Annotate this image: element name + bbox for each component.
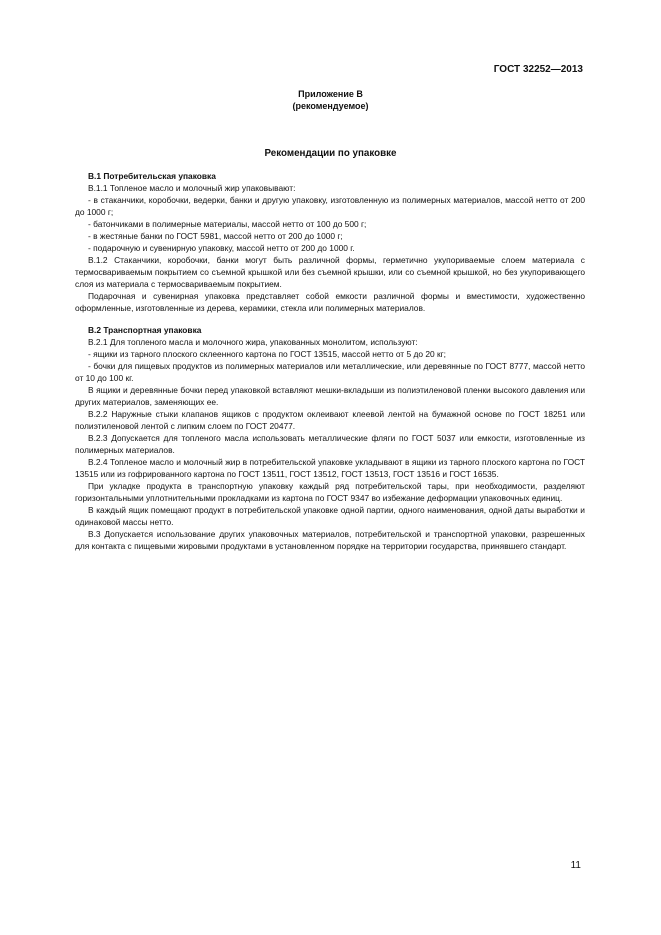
- section-b3-p1: В.3 Допускается использование других упаковочных материалов, потребительской и транспортной упаковки, разрешенных для контакта с пищевыми жировыми продуктами в установленном порядке на территории государства, принявшего стандарт.: [75, 529, 585, 551]
- section-b1-p2: В.1.2 Стаканчики, коробочки, банки могут быть различной формы, герметично укупориваемые слоем материала с термосвариваемым покрытием со съемной крышкой или без съемной крышки, или со съемной крышкой, но без укупоривающего слоя из материала с термосвариваемым покрытием.: [75, 255, 585, 289]
- section-b2-p6: При укладке продукта в транспортную упаковку каждый ряд потребительской тары, при необходимости, разделяют горизонтальными уплотнительными прокладками из картона по ГОСТ 9347 во избежание деформации упаковочных единиц.: [75, 481, 585, 503]
- section-b1-item-1: - в стаканчики, коробочки, ведерки, банки и другую упаковку, изготовленную из полимерных материалов, массой нетто от 200 до 1000 г;: [75, 195, 585, 217]
- document-body: [75, 170, 585, 552]
- section-b1-item-2: - батончиками в полимерные материалы, массой нетто от 100 до 500 г;: [88, 219, 367, 229]
- section-b2-p3: В.2.2 Наружные стыки клапанов ящиков с продуктом оклеивают клеевой лентой на бумажной основе по ГОСТ 18251 или полиэтиленовой лентой с липким слоем по ГОСТ 20477.: [75, 409, 585, 431]
- appendix-title: Рекомендации по упаковке: [264, 148, 397, 159]
- section-b1-item-4: - подарочную и сувенирную упаковку, массой нетто от 200 до 1000 г.: [88, 243, 355, 253]
- section-b2-p4: В.2.3 Допускается для топленого масла использовать металлические фляги по ГОСТ 5037 или емкости, изготовленные из полимерных материалов.: [75, 433, 585, 455]
- appendix-label: Приложение В: [298, 89, 363, 99]
- section-b1-p1: В.1.1 Топленое масло и молочный жир упаковывают:: [88, 183, 296, 193]
- section-b2-p2: В ящики и деревянные бочки перед упаковкой вставляют мешки-вкладыши из полиэтиленовой пленки высокого давления или других материалов, заменяющих ее.: [75, 385, 585, 407]
- appendix-status: (рекомендуемое): [292, 101, 369, 111]
- section-b1-heading: В.1 Потребительская упаковка: [88, 171, 216, 181]
- appendix-heading: [0, 88, 661, 112]
- section-spacer: [75, 314, 585, 324]
- document-code: ГОСТ 32252—2013: [493, 64, 583, 75]
- section-b1-p3: Подарочная и сувенирная упаковка представляет собой емкости различной формы и вместимости, художественно оформленные, изготовленные из дерева, керамики, стекла или полимерных материалов.: [75, 291, 585, 313]
- section-b2-p1: В.2.1 Для топленого масла и молочного жира, упакованных монолитом, используют:: [88, 337, 418, 347]
- section-b2-item-2: - бочки для пищевых продуктов из полимерных материалов или металлические, или деревянные по ГОСТ 8777, массой нетто от 10 до 100 кг.: [75, 361, 585, 383]
- section-b2-p5: В.2.4 Топленое масло и молочный жир в потребительской упаковке укладывают в ящики из тарного плоского картона по ГОСТ 13515 или из гофрированного картона по ГОСТ 13511, ГОСТ 13512, ГОСТ 13513, ГОСТ 13516 и ГОСТ 16535.: [75, 457, 585, 479]
- page-number: 11: [570, 860, 581, 871]
- section-b1-item-3: - в жестяные банки по ГОСТ 5981, массой нетто от 200 до 1000 г;: [88, 231, 343, 241]
- section-b2-p7: В каждый ящик помещают продукт в потребительской упаковке одной партии, одного наименования, одной даты выработки и одинаковой массы нетто.: [75, 505, 585, 527]
- section-b2-heading: В.2 Транспортная упаковка: [88, 325, 202, 335]
- section-b2-item-1: - ящики из тарного плоского склеенного картона по ГОСТ 13515, массой нетто от 5 до 20 кг;: [88, 349, 447, 359]
